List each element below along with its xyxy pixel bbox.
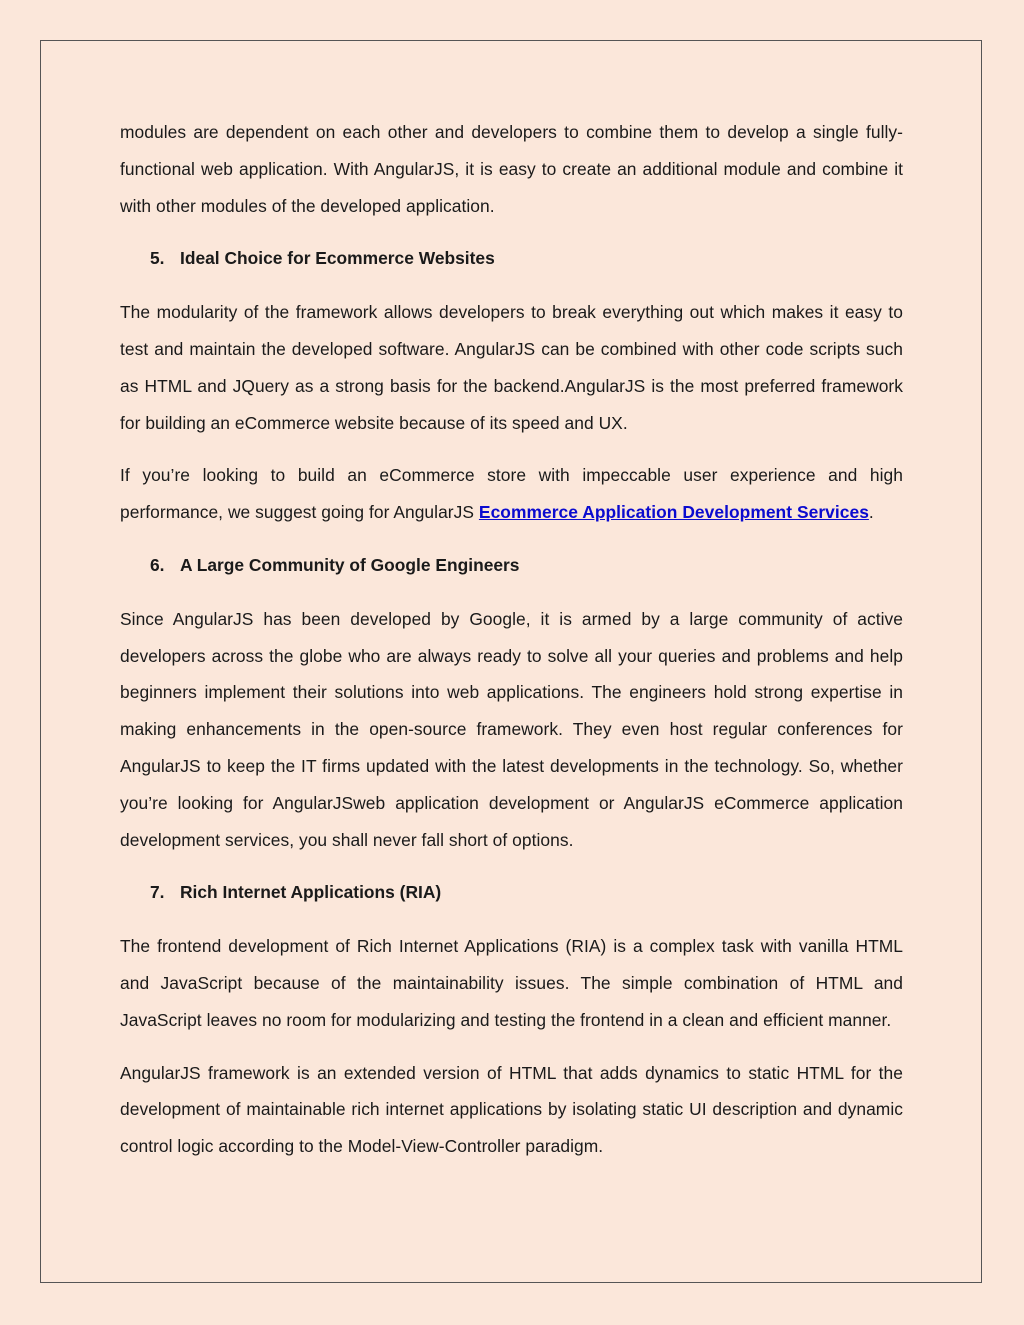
heading-text: A Large Community of Google Engineers bbox=[180, 554, 520, 575]
document-body bbox=[120, 114, 903, 1181]
paragraph-modularity: The modularity of the framework allows developers to break everything out which makes it easy to test and maintain the developed software. AngularJS can be combined with other code scripts such as HTML and JQuery as a strong basis for the backend.AngularJS is the most preferred framework for building an eCommerce website because of its speed and UX. bbox=[120, 302, 903, 433]
paragraph-ria-frontend: The frontend development of Rich Internet Applications (RIA) is a complex task with vanilla HTML and JavaScript because of the maintainability issues. The simple combination of HTML and JavaScript leaves no room for modularizing and testing the frontend in a clean and efficient manner. bbox=[120, 936, 903, 1030]
ecommerce-services-link[interactable]: Ecommerce Application Development Services bbox=[478, 502, 869, 523]
heading-ecommerce bbox=[120, 240, 903, 277]
heading-ria bbox=[120, 874, 903, 911]
paragraph-angularjs-framework: AngularJS framework is an extended version of HTML that adds dynamics to static HTML for the development of maintainable rich internet applications by isolating static UI description and dynamic control logic according to the Model-View-Controller paradigm. bbox=[120, 1062, 903, 1157]
paragraph-community: Since AngularJS has been developed by Google, it is armed by a large community of active developers across the globe who are always ready to solve all your queries and problems and help beginners implement their solutions into web applications. The engineers hold strong expertise in making enhancements in the open-source framework. They even host regular conferences for AngularJS to keep the IT firms updated with the latest developments in the technology. So, whether you’re looking for AngularJSweb application development or AngularJS eCommerce application development services, you shall never fall short of options. bbox=[120, 608, 903, 850]
heading-text: Ideal Choice for Ecommerce Websites bbox=[180, 248, 495, 269]
paragraph-ecommerce-store bbox=[120, 457, 903, 531]
heading-number: 7. bbox=[150, 882, 165, 903]
paragraph-text-before-link: If you’re looking to build an eCommerce store with impeccable user experience and high performance, we suggest going for AngularJS bbox=[120, 465, 903, 523]
heading-number: 6. bbox=[150, 554, 165, 575]
heading-number: 5. bbox=[150, 248, 165, 269]
heading-text: Rich Internet Applications (RIA) bbox=[180, 882, 442, 903]
paragraph-text-after-link: . bbox=[868, 502, 874, 523]
heading-community bbox=[120, 547, 903, 584]
paragraph-modules: modules are dependent on each other and developers to combine them to develop a single fully-functional web application. With AngularJS, it is easy to create an additional module and combine it with other modules of the developed application. bbox=[120, 122, 903, 216]
